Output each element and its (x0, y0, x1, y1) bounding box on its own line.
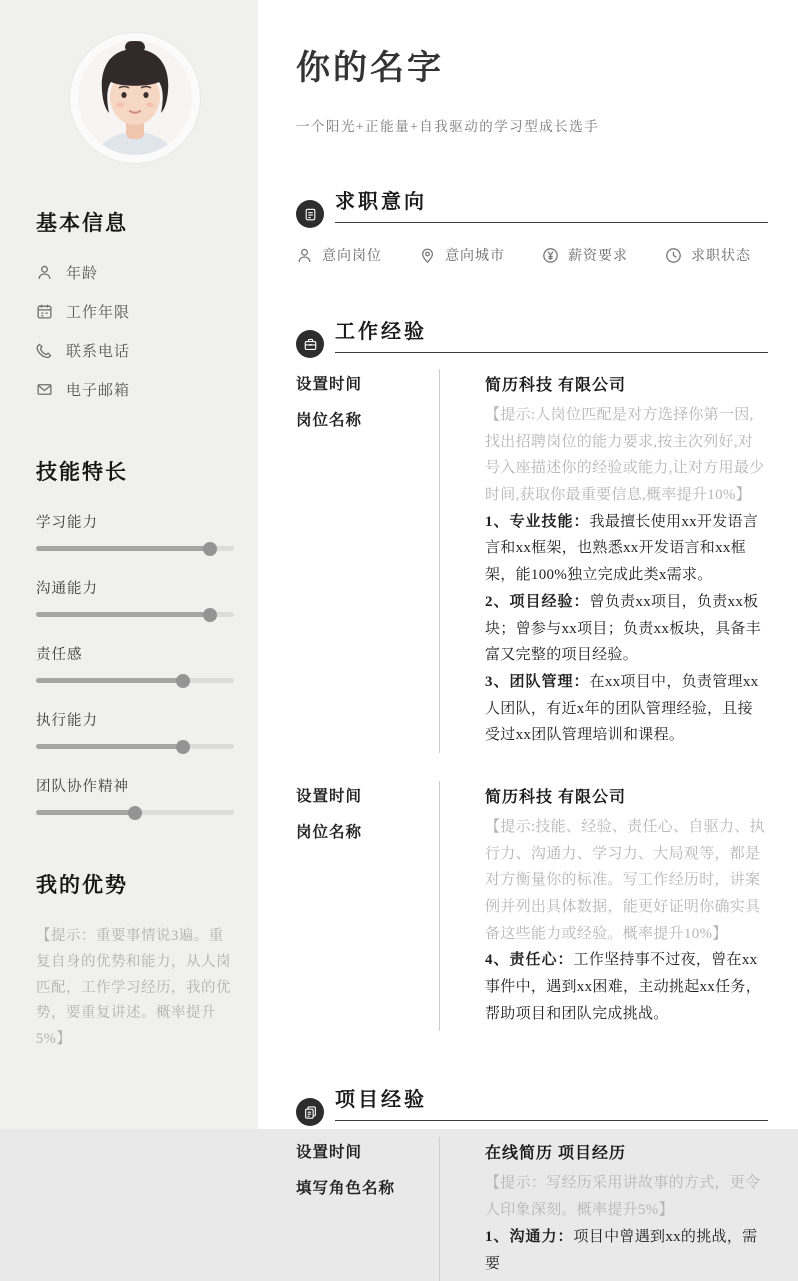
map-pin-icon (419, 247, 436, 264)
avatar (70, 33, 200, 163)
entry-time: 设置时间 (296, 1144, 363, 1162)
skill-label: 责任感 (36, 647, 83, 663)
strengths-tip: 【提示：重要事情说3遍。重复自身的优势和能力，从人岗匹配，工作学习经历，我的优势，要重复讲述。概率提升5%】 (36, 928, 231, 1048)
skill-item (36, 577, 234, 617)
entry-hint: 【提示:人岗位匹配是对方选择你第一因,找出招聘岗位的能力要求,按主次列好,对号入座描述你的经验或能力,让对方用最少时间,获取你最重要信息,概率提升10%】 (485, 407, 765, 504)
slider-fill (36, 546, 210, 551)
info-item-label: 联系电话 (66, 344, 131, 360)
candidate-tagline: 一个阳光+正能量+自我驱动的学习型成长选手 (296, 119, 600, 134)
skill-slider[interactable] (36, 612, 234, 617)
calendar-icon (36, 303, 53, 320)
stacked-docs-icon (296, 1098, 324, 1126)
skill-label: 沟通能力 (36, 581, 98, 597)
intent-item-city (419, 245, 505, 265)
slider-knob[interactable] (128, 806, 142, 820)
skill-slider[interactable] (36, 546, 234, 551)
entry-hint: 【提示:技能、经验、责任心、自驱力、执行力、沟通力、学习力、大局观等，都是对方衡量你的标准。写工作经历时，讲案例并列出具体数据，能更好证明你确实具备这些能力或经验。概率提升10%】 (485, 818, 765, 942)
entry-body (439, 369, 768, 753)
entry-body (439, 781, 768, 1032)
section-title: 求职意向 (335, 191, 427, 213)
skills-title: 技能特长 (36, 460, 128, 484)
section-title: 项目经验 (335, 1089, 427, 1112)
skills-section (36, 456, 234, 815)
main-content (258, 0, 798, 1272)
section-title: 工作经验 (335, 321, 427, 343)
slider-fill (36, 744, 183, 749)
info-item-age (36, 262, 234, 283)
slider-knob[interactable] (203, 608, 217, 622)
company-name: 简历科技 有限公司 (485, 377, 627, 394)
intent-label: 意向城市 (445, 249, 505, 264)
intent-label: 意向岗位 (322, 249, 382, 264)
intent-item-salary (542, 245, 628, 265)
person-icon (36, 264, 53, 281)
phone-icon (36, 342, 53, 359)
sidebar (0, 0, 258, 1129)
slider-fill (36, 810, 135, 815)
person-icon (296, 247, 313, 264)
entry-role: 岗位名称 (296, 412, 363, 429)
project-title: 在线简历 项目经历 (485, 1145, 627, 1163)
work-experience-entries (296, 369, 768, 1031)
info-item-phone (36, 340, 234, 361)
intent-item-position (296, 245, 382, 265)
job-intent-row (296, 245, 768, 265)
intent-item-status (665, 245, 751, 265)
strengths-section (36, 869, 234, 1053)
intent-label: 薪资要求 (568, 249, 628, 264)
info-item-years (36, 301, 234, 322)
info-item-label: 电子邮箱 (66, 383, 131, 399)
entry-meta (296, 781, 439, 1032)
entry-role: 填写角色名称 (296, 1180, 396, 1198)
entry-time: 设置时间 (296, 787, 363, 805)
work-entry (296, 781, 768, 1032)
skill-item (36, 643, 234, 683)
info-item-email (36, 379, 234, 400)
section-header-work-experience (296, 315, 768, 353)
entry-time: 设置时间 (296, 376, 363, 393)
entry-hint: 【提示：写经历采用讲故事的方式，更令人印象深刻。概率提升5%】 (485, 1175, 761, 1219)
basic-info-title: 基本信息 (36, 211, 128, 235)
entry-body (439, 1137, 768, 1281)
avatar-photo-icon (70, 33, 200, 163)
section-header-job-intent (296, 185, 768, 223)
skill-label: 执行能力 (36, 713, 98, 729)
company-name: 简历科技 有限公司 (485, 788, 627, 806)
mail-icon (36, 381, 53, 398)
skill-item (36, 511, 234, 551)
slider-fill (36, 678, 183, 683)
entry-meta (296, 1137, 439, 1281)
skill-item (36, 709, 234, 749)
skill-slider[interactable] (36, 810, 234, 815)
info-item-label: 年龄 (66, 266, 99, 282)
slider-fill (36, 612, 210, 617)
yen-circle-icon (542, 247, 559, 264)
skill-slider[interactable] (36, 744, 234, 749)
slider-knob[interactable] (203, 542, 217, 556)
entry-point: 4、责任心：工作坚持事不过夜，曾在xx事件中，遇到xx困难，主动挑起xx任务，帮助项目和团队完成挑战。 (485, 952, 762, 1022)
skill-label: 团队协作精神 (36, 779, 129, 795)
skill-item (36, 775, 234, 815)
entry-point: 1、沟通力：项目中曾遇到xx的挑战，需要 (485, 1228, 758, 1272)
basic-info-list (36, 262, 234, 400)
skill-slider[interactable] (36, 678, 234, 683)
strengths-title: 我的优势 (36, 873, 128, 897)
entry-point: 1、专业技能：我最擅长使用xx开发语言言和xx框架，也熟悉xx开发语言和xx框架，能100%独立完成此类x需求。 (485, 513, 759, 584)
info-item-label: 工作年限 (66, 305, 131, 321)
project-experience-entries (296, 1137, 768, 1281)
briefcase-icon (296, 330, 324, 358)
slider-knob[interactable] (176, 674, 190, 688)
section-header-project-experience (296, 1083, 768, 1121)
entry-role: 岗位名称 (296, 823, 363, 841)
intent-label: 求职状态 (691, 249, 751, 264)
entry-point: 2、项目经验：曾负责xx项目，负责xx板块；曾参与xx项目；负责xx板块，具备丰富又完整的项目经验。 (485, 593, 762, 664)
skill-label: 学习能力 (36, 515, 98, 531)
resume-doc-icon (296, 200, 324, 228)
candidate-name: 你的名字 (296, 50, 444, 87)
slider-knob[interactable] (176, 740, 190, 754)
project-entry (296, 1137, 768, 1281)
clock-icon (665, 247, 682, 264)
entry-point: 3、团队管理：在xx项目中，负责管理xx人团队，有近x年的团队管理经验，且接受过xx团队管理培训和课程。 (485, 673, 759, 744)
work-entry (296, 369, 768, 753)
entry-meta (296, 369, 439, 753)
